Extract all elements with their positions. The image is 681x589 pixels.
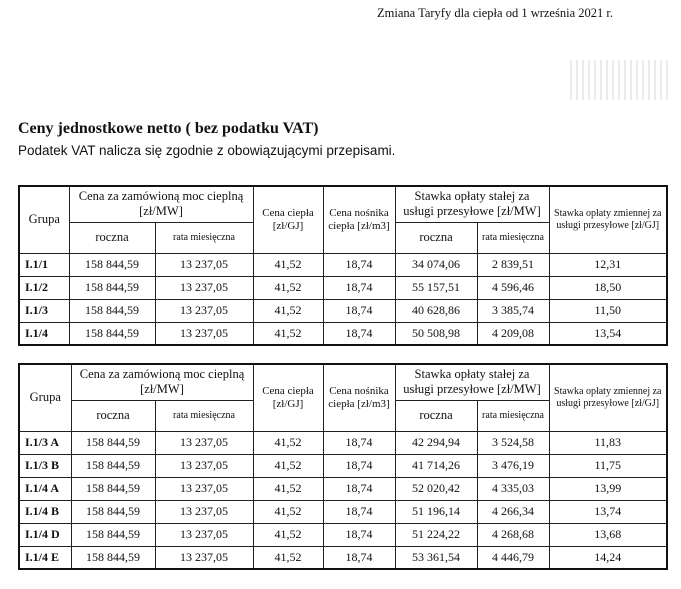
cell-stala-rata: 3 524,58 [477, 431, 549, 454]
tariff-table-1 [18, 185, 668, 346]
cell-cena-nosnika: 18,74 [323, 253, 395, 276]
cell-cena-ciepla: 41,52 [253, 431, 323, 454]
table-row [19, 276, 667, 299]
cell-stala-roczna: 53 361,54 [395, 546, 477, 569]
cell-moc-rata: 13 237,05 [155, 299, 253, 322]
cell-moc-roczna: 158 844,59 [69, 322, 155, 345]
cell-grupa: I.1/3 A [19, 431, 71, 454]
cell-moc-rata: 13 237,05 [155, 523, 253, 546]
cell-zmienna: 13,54 [549, 322, 667, 345]
cell-stala-roczna: 55 157,51 [395, 276, 477, 299]
cell-stala-rata: 4 209,08 [477, 322, 549, 345]
cell-moc-roczna: 158 844,59 [71, 477, 155, 500]
header-stala-roczna: roczna [395, 222, 477, 253]
cell-moc-roczna: 158 844,59 [69, 253, 155, 276]
cell-moc-roczna: 158 844,59 [69, 299, 155, 322]
cell-stala-roczna: 34 074,06 [395, 253, 477, 276]
cell-moc-rata: 13 237,05 [155, 454, 253, 477]
page-subtitle: Podatek VAT nalicza się zgodnie z obowiązującymi przepisami. [18, 143, 396, 158]
cell-stala-roczna: 51 196,14 [395, 500, 477, 523]
cell-stala-rata: 3 385,74 [477, 299, 549, 322]
cell-moc-rata: 13 237,05 [155, 546, 253, 569]
header-stala: Stawka opłaty stałej za usługi przesyłowe [zł/MW] [395, 186, 549, 222]
cell-zmienna: 14,24 [549, 546, 667, 569]
header-rata: rata miesięczna [155, 400, 253, 431]
header-roczna: roczna [71, 400, 155, 431]
header-note: Zmiana Taryfy dla ciepła od 1 września 2021 r. [377, 6, 613, 20]
cell-cena-ciepla: 41,52 [253, 477, 323, 500]
cell-moc-rata: 13 237,05 [155, 431, 253, 454]
header-grupa: Grupa [19, 186, 69, 253]
cell-cena-nosnika: 18,74 [323, 500, 395, 523]
cell-cena-ciepla: 41,52 [253, 523, 323, 546]
cell-stala-roczna: 40 628,86 [395, 299, 477, 322]
table-row [19, 523, 667, 546]
table-row [19, 299, 667, 322]
cell-stala-roczna: 52 020,42 [395, 477, 477, 500]
header-moc: Cena za zamówioną moc cieplną [zł/MW] [71, 364, 253, 400]
cell-stala-rata: 3 476,19 [477, 454, 549, 477]
cell-grupa: I.1/4 A [19, 477, 71, 500]
cell-stala-rata: 4 596,46 [477, 276, 549, 299]
table-row [19, 477, 667, 500]
cell-moc-rata: 13 237,05 [155, 500, 253, 523]
cell-cena-nosnika: 18,74 [323, 523, 395, 546]
cell-grupa: I.1/1 [19, 253, 69, 276]
cell-zmienna: 12,31 [549, 253, 667, 276]
cell-grupa: I.1/4 B [19, 500, 71, 523]
cell-grupa: I.1/4 D [19, 523, 71, 546]
cell-stala-rata: 4 268,68 [477, 523, 549, 546]
cell-cena-ciepla: 41,52 [253, 500, 323, 523]
cell-grupa: I.1/3 [19, 299, 69, 322]
cell-cena-nosnika: 18,74 [323, 299, 395, 322]
header-zmienna: Stawka opłaty zmiennej za usługi przesyłowe [zł/GJ] [549, 186, 667, 253]
cell-cena-nosnika: 18,74 [323, 454, 395, 477]
cell-moc-rata: 13 237,05 [155, 253, 253, 276]
cell-stala-roczna: 42 294,94 [395, 431, 477, 454]
header-stala-rata: rata miesięczna [477, 222, 549, 253]
cell-cena-nosnika: 18,74 [323, 477, 395, 500]
cell-stala-rata: 4 446,79 [477, 546, 549, 569]
table-row [19, 253, 667, 276]
cell-grupa: I.1/2 [19, 276, 69, 299]
cell-cena-nosnika: 18,74 [323, 322, 395, 345]
cell-zmienna: 13,74 [549, 500, 667, 523]
tariff-table-2 [18, 363, 668, 570]
cell-grupa: I.1/4 E [19, 546, 71, 569]
cell-moc-rata: 13 237,05 [155, 477, 253, 500]
cell-grupa: I.1/4 [19, 322, 69, 345]
cell-moc-roczna: 158 844,59 [69, 276, 155, 299]
cell-zmienna: 13,68 [549, 523, 667, 546]
table-row [19, 500, 667, 523]
header-stala-roczna: roczna [395, 400, 477, 431]
cell-cena-ciepla: 41,52 [253, 276, 323, 299]
cell-cena-nosnika: 18,74 [323, 431, 395, 454]
cell-stala-roczna: 41 714,26 [395, 454, 477, 477]
header-nosnik: Cena nośnika ciepła [zł/m3] [323, 186, 395, 253]
cell-cena-ciepla: 41,52 [253, 454, 323, 477]
cell-stala-rata: 4 266,34 [477, 500, 549, 523]
page-title: Ceny jednostkowe netto ( bez podatku VAT) [18, 120, 319, 137]
cell-stala-rata: 2 839,51 [477, 253, 549, 276]
cell-moc-roczna: 158 844,59 [71, 546, 155, 569]
header-stala: Stawka opłaty stałej za usługi przesyłowe [zł/MW] [395, 364, 549, 400]
cell-cena-ciepla: 41,52 [253, 546, 323, 569]
cell-cena-ciepla: 41,52 [253, 253, 323, 276]
table-row [19, 454, 667, 477]
scan-artifact [570, 60, 670, 100]
cell-stala-roczna: 50 508,98 [395, 322, 477, 345]
cell-cena-nosnika: 18,74 [323, 546, 395, 569]
cell-cena-ciepla: 41,52 [253, 322, 323, 345]
cell-stala-rata: 4 335,03 [477, 477, 549, 500]
cell-cena-ciepla: 41,52 [253, 299, 323, 322]
table-row [19, 431, 667, 454]
header-grupa: Grupa [19, 364, 71, 431]
header-nosnik: Cena nośnika ciepła [zł/m3] [323, 364, 395, 431]
header-cena-ciepla: Cena ciepła [zł/GJ] [253, 364, 323, 431]
cell-zmienna: 13,99 [549, 477, 667, 500]
header-moc: Cena za zamówioną moc cieplną [zł/MW] [69, 186, 253, 222]
cell-zmienna: 11,75 [549, 454, 667, 477]
cell-zmienna: 18,50 [549, 276, 667, 299]
table-row [19, 322, 667, 345]
cell-zmienna: 11,83 [549, 431, 667, 454]
cell-grupa: I.1/3 B [19, 454, 71, 477]
cell-moc-roczna: 158 844,59 [71, 431, 155, 454]
cell-cena-nosnika: 18,74 [323, 276, 395, 299]
cell-zmienna: 11,50 [549, 299, 667, 322]
cell-moc-roczna: 158 844,59 [71, 500, 155, 523]
cell-stala-roczna: 51 224,22 [395, 523, 477, 546]
cell-moc-rata: 13 237,05 [155, 276, 253, 299]
header-rata: rata miesięczna [155, 222, 253, 253]
table-row [19, 546, 667, 569]
header-cena-ciepla: Cena ciepła [zł/GJ] [253, 186, 323, 253]
cell-moc-roczna: 158 844,59 [71, 523, 155, 546]
header-roczna: roczna [69, 222, 155, 253]
cell-moc-roczna: 158 844,59 [71, 454, 155, 477]
header-zmienna: Stawka opłaty zmiennej za usługi przesyłowe [zł/GJ] [549, 364, 667, 431]
cell-moc-rata: 13 237,05 [155, 322, 253, 345]
header-stala-rata: rata miesięczna [477, 400, 549, 431]
